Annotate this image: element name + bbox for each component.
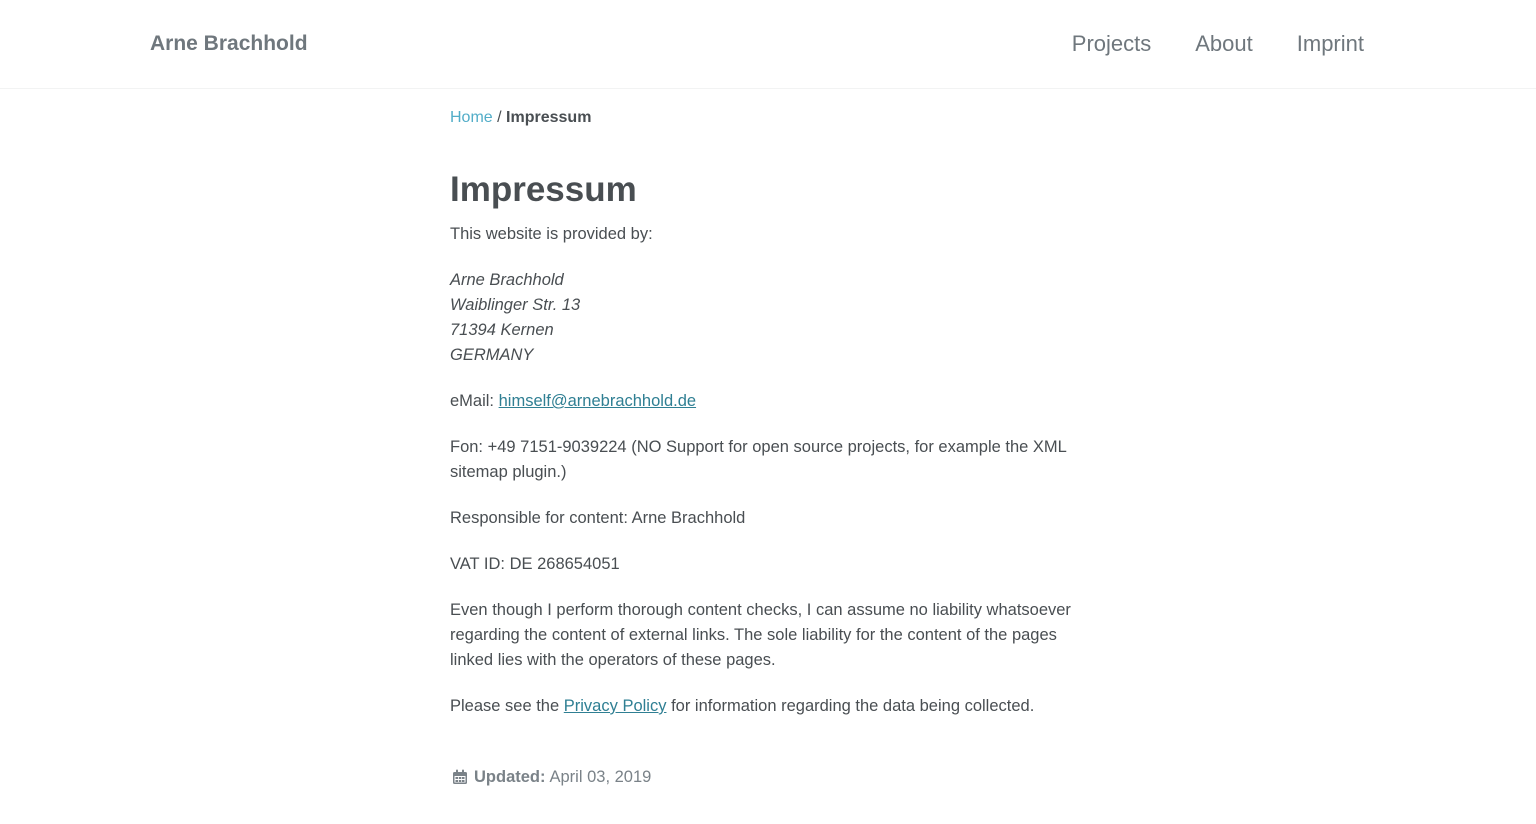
responsible-text: Responsible for content: Arne Brachhold — [450, 509, 746, 527]
email-link[interactable]: himself@arnebrachhold.de — [498, 392, 697, 410]
main-nav — [1072, 30, 1364, 58]
address-line: Waiblinger Str. 13 — [450, 296, 581, 314]
breadcrumb-separator: / — [497, 109, 502, 126]
privacy-paragraph — [450, 694, 1090, 719]
main-content — [450, 106, 1090, 789]
privacy-prefix: Please see the — [450, 697, 560, 715]
site-title-link[interactable]: Arne Brachhold — [150, 32, 308, 55]
privacy-suffix: for information regarding the data being collected. — [671, 697, 1035, 715]
disclaimer-text: Even though I perform thorough content checks, I can assume no liability whatsoever regarding the content of external links. The sole liability for the content of the pages linked lies with the operators of these pages. — [450, 601, 1071, 669]
email-paragraph — [450, 389, 1090, 414]
page-body — [450, 222, 1090, 719]
nav-projects[interactable]: Projects — [1071, 31, 1152, 56]
address-line: Arne Brachhold — [450, 271, 564, 289]
breadcrumb-home-link[interactable]: Home — [450, 109, 493, 126]
updated-info — [450, 765, 1090, 789]
masthead — [0, 0, 1536, 89]
address-line: 71394 Kernen — [450, 321, 554, 339]
phone-text: Fon: +49 7151-9039224 (NO Support for open source projects, for example the XML sitemap plugin.) — [450, 438, 1067, 481]
address-block — [450, 268, 1090, 368]
address-line: GERMANY — [450, 346, 534, 364]
nav-about[interactable]: About — [1195, 31, 1253, 56]
updated-label: Updated: — [474, 768, 546, 786]
page-title: Impressum — [450, 170, 637, 209]
updated-date: April 03, 2019 — [549, 768, 652, 786]
calendar-icon — [452, 769, 468, 785]
vat-text: VAT ID: DE 268654051 — [450, 555, 620, 573]
breadcrumb-current: Impressum — [506, 109, 592, 126]
intro-text: This website is provided by: — [450, 225, 653, 243]
breadcrumb — [450, 106, 1090, 130]
email-label: eMail: — [450, 392, 495, 410]
nav-imprint[interactable]: Imprint — [1296, 31, 1364, 56]
privacy-policy-link[interactable]: Privacy Policy — [563, 697, 667, 715]
